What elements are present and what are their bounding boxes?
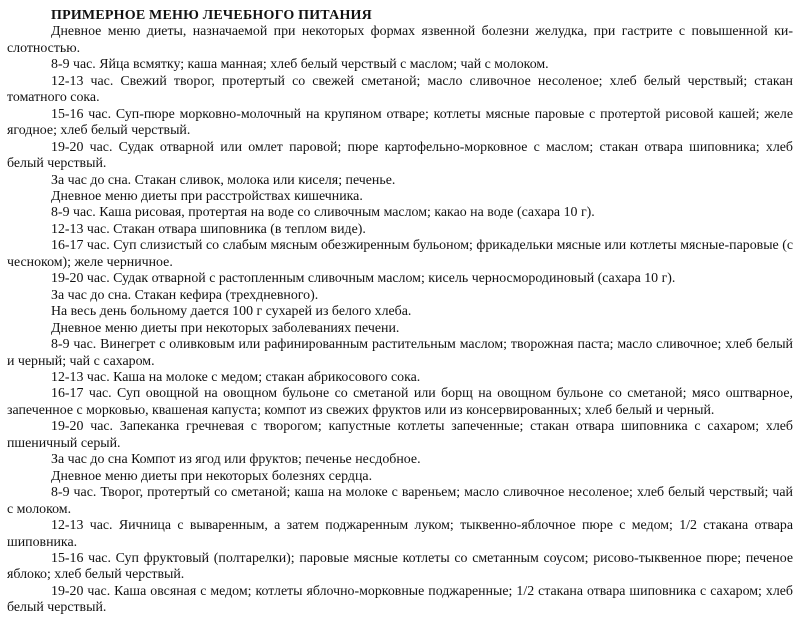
page-title: ПРИМЕРНОЕ МЕНЮ ЛЕЧЕБНОГО ПИТАНИЯ bbox=[51, 8, 372, 23]
paragraph: 8-9 час. Яйца всмятку; каша манная; хлеб белый черствый с маслом; чай с молоком. bbox=[51, 57, 549, 73]
paragraph: 16-17 час. Суп слизистый со слабым мясным обезжиренным бульоном; фрикадельки мясные или котлеты мясные-паровые (с чесноком); желе черничное. bbox=[7, 238, 793, 270]
document-body bbox=[7, 24, 793, 616]
paragraph: Дневное меню диеты при некоторых болезнях сердца. bbox=[51, 468, 373, 484]
paragraph: 16-17 час. Суп овощной на овощном бульоне со сметаной или борщ на овощном бульоне со сметаной; мясо оштварное, запеченное с морковью, квашеная капуста; компот из свежих фруктов или из консервированных; хлеб белый и черный. bbox=[7, 386, 793, 418]
paragraph: 19-20 час. Каша овсяная с медом; котлеты яблочно-морковные поджаренные; 1/2 стакана отвара шиповника с сахаром; хлеб белый черствый. bbox=[7, 583, 793, 616]
paragraph: 19-20 час. Запеканка гречневая с творогом; капустные котлеты запеченные; стакан отвара шиповника с сахаром; хлеб пшеничный серый. bbox=[7, 419, 793, 451]
paragraph: 19-20 час. Судак отварной с растопленным сливочным маслом; кисель черносмородиновый (сахара 10 г). bbox=[51, 271, 676, 287]
paragraph: За час до сна Компот из ягод или фруктов; печенье несдобное. bbox=[51, 452, 421, 468]
paragraph: За час до сна. Стакан сливок, молока или киселя; печенье. bbox=[51, 172, 396, 188]
paragraph: 19-20 час. Судак отварной или омлет паровой; пюре картофельно-морковное с маслом; стакан отвара шиповника; хлеб белый черствый. bbox=[7, 139, 793, 172]
paragraph: 12-13 час. Стакан отвара шиповника (в теплом виде). bbox=[51, 221, 366, 237]
paragraph: 12-13 час. Яичница с вываренным, а затем поджаренным луком; тыквенно-яблочное пюре с медом; 1/2 стакана отвара шиповника. bbox=[7, 518, 793, 550]
paragraph: 15-16 час. Суп-пюре морковно-молочный на крупяном отваре; котлеты мясные паровые с протертой рисовой кашей; желе ягодное; хлеб белый черствый. bbox=[7, 106, 793, 139]
paragraph: Дневное меню диеты при расстройствах кишечника. bbox=[51, 188, 363, 204]
paragraph: 8-9 час. Творог, протертый со сметаной; каша на молоке с вареньем; масло сливочное несоленое; хлеб белый черствый; чай с молоком. bbox=[7, 485, 793, 517]
paragraph: 8-9 час. Винегрет с оливковым или рафинированным растительным маслом; творожная паста; масло сливочное; хлеб белый и черный; чай с сахаром. bbox=[7, 337, 793, 369]
paragraph: 12-13 час. Каша на молоке с медом; стакан абрикосового сока. bbox=[51, 369, 421, 385]
paragraph: 15-16 час. Суп фруктовый (полтарелки); паровые мясные котлеты со сметанным соусом; рисово-тыквенное пюре; печеное яблоко; хлеб белый черствый. bbox=[7, 550, 793, 583]
paragraph: Дневное меню диеты при некоторых заболеваниях печени. bbox=[51, 320, 400, 336]
paragraph: На весь день больному дается 100 г сухарей из белого хлеба. bbox=[51, 304, 412, 320]
paragraph: 8-9 час. Каша рисовая, протертая на воде со сливочным маслом; какао на воде (сахара 10 г). bbox=[51, 205, 595, 221]
paragraph: 12-13 час. Свежий творог, протертый со свежей сметаной; масло сливочное несоленое; хлеб белый черствый; стакан томатного сока. bbox=[7, 73, 793, 106]
paragraph: За час до сна. Стакан кефира (трехдневного). bbox=[51, 287, 319, 303]
paragraph: Дневное меню диеты, назначаемой при некоторых формах язвенной болезни желудка, при гастрите с повышенной кислотностью. bbox=[7, 24, 793, 56]
